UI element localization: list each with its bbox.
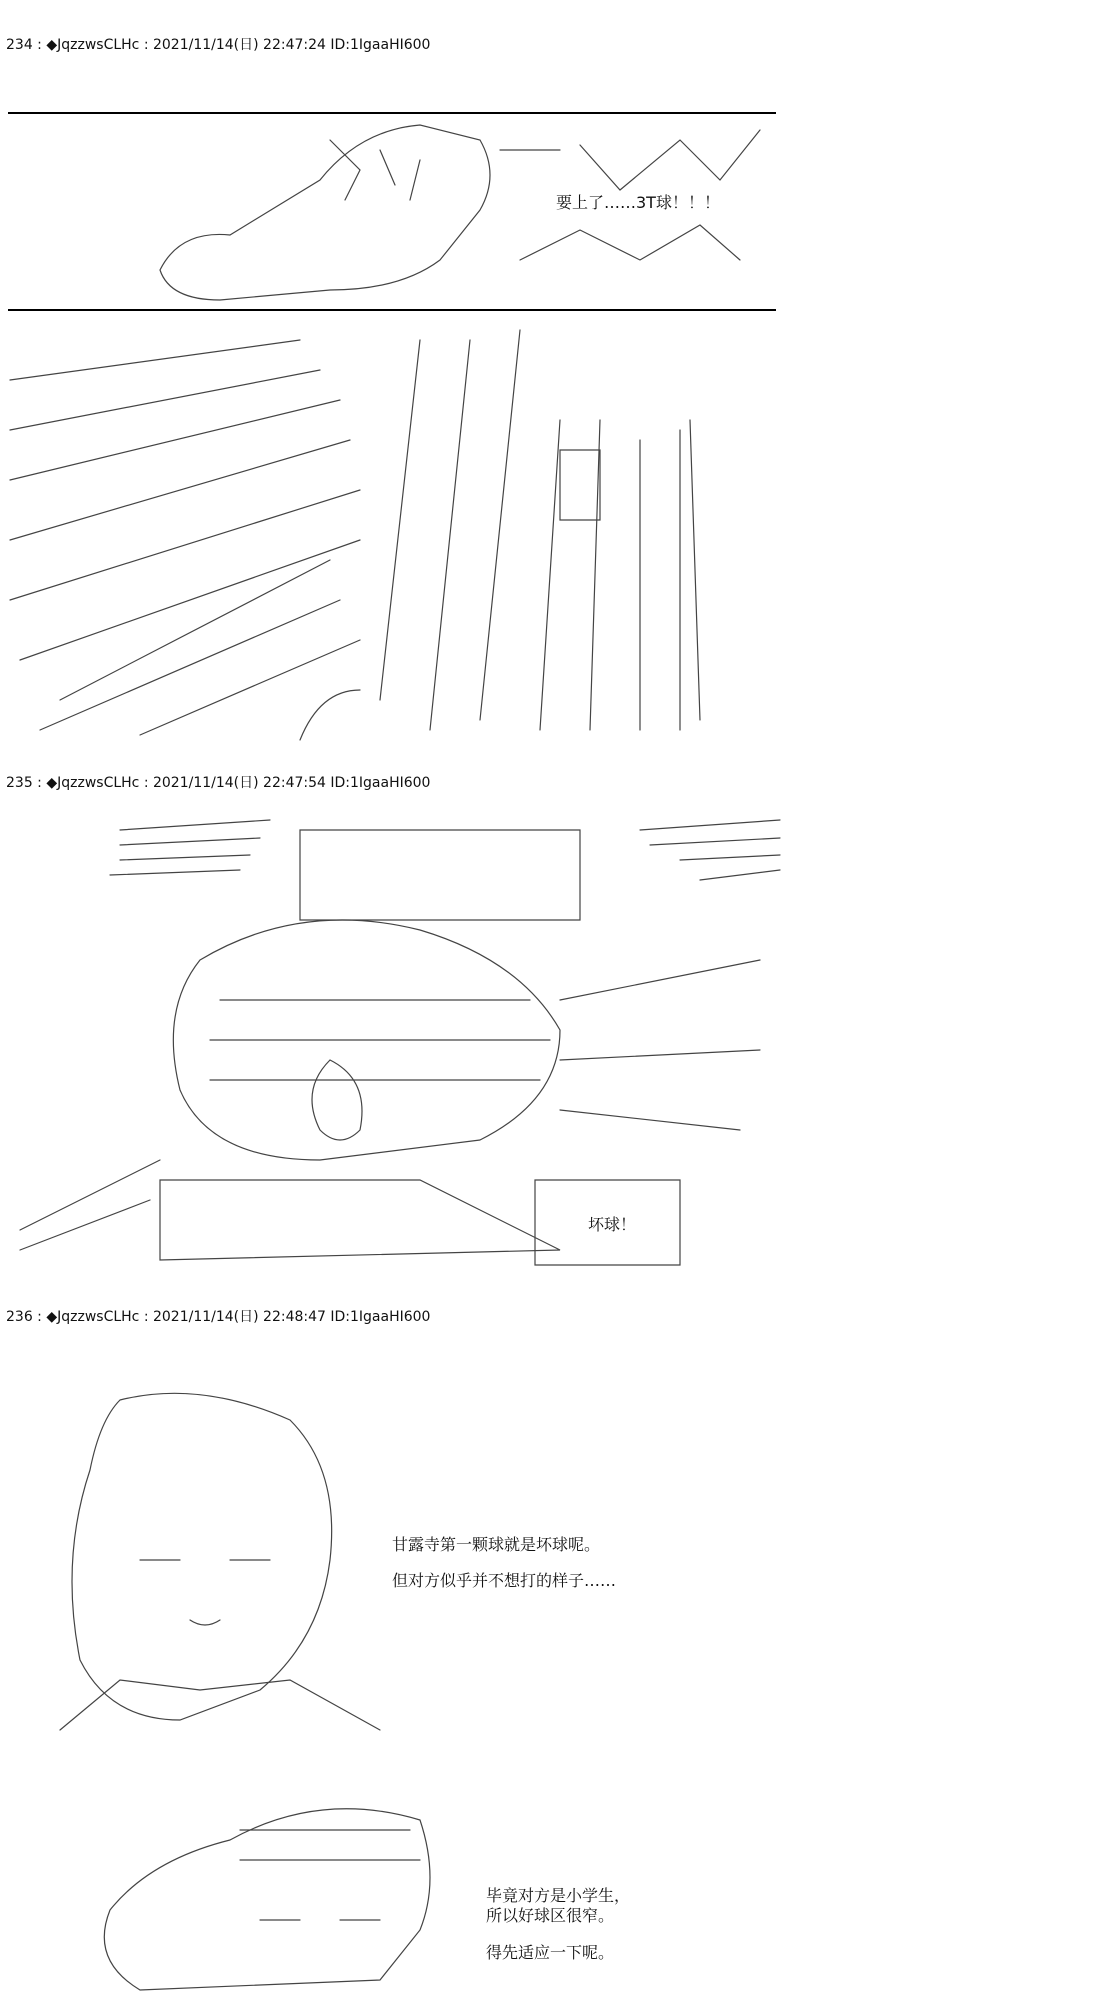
narration-bad-ball: 甘露寺第一颗球就是坏球呢。 — [392, 1535, 601, 1554]
speech-text-ball: 坏球！ — [588, 1215, 637, 1234]
ascii-art-commentator-girl — [60, 1393, 380, 1730]
ascii-art-commentator-boy — [104, 1809, 430, 1990]
narration-not-swinging: 但对方似乎并不想打的样子…… — [392, 1571, 617, 1590]
post-header-234: 234 : ◆JqzzwsCLHc : 2021/11/14(日) 22:47:24 ID:1IgaaHI600 — [6, 37, 431, 53]
post-header-235: 235 : ◆JqzzwsCLHc : 2021/11/14(日) 22:47:54 ID:1IgaaHI600 — [6, 775, 431, 791]
narration-strike-zone: 所以好球区很窄。 — [486, 1906, 615, 1925]
speech-text-3t-ball: 要上了……3T球！！！ — [556, 193, 720, 212]
post-header-236: 236 : ◆JqzzwsCLHc : 2021/11/14(日) 22:48:47 ID:1IgaaHI600 — [6, 1309, 431, 1325]
narration-elementary: 毕竟对方是小学生， — [486, 1886, 631, 1905]
narration-adapt: 得先适应一下呢。 — [486, 1943, 615, 1962]
